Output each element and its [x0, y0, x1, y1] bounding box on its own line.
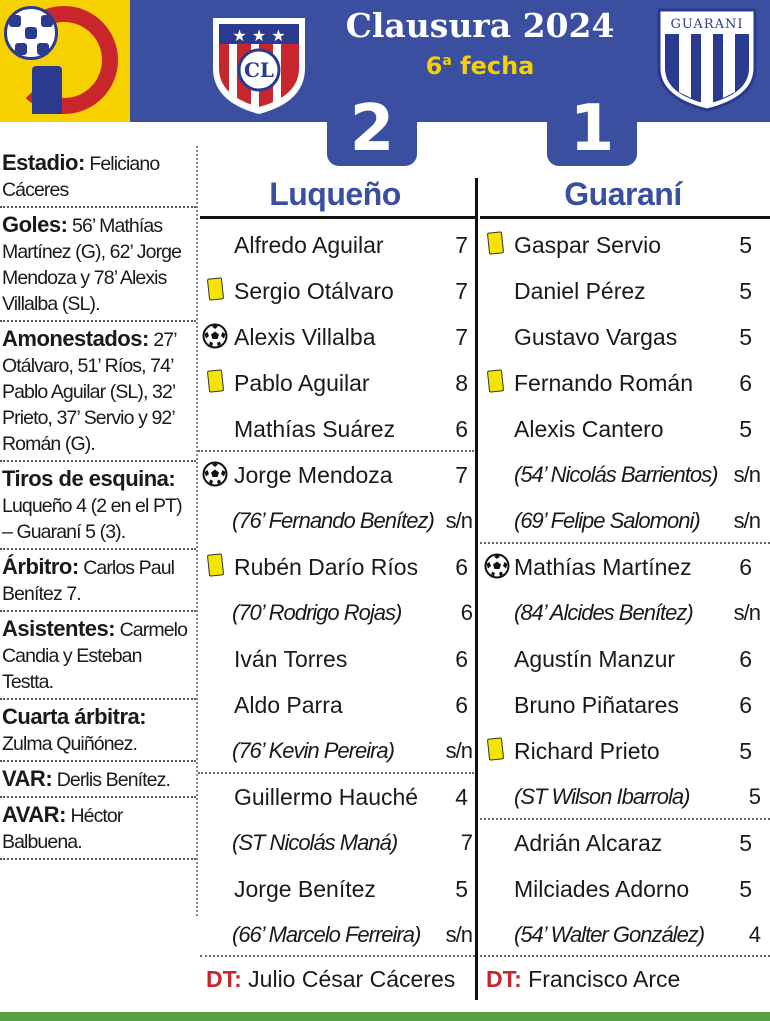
player-rating: 6: [460, 600, 472, 625]
player-row: [480, 866, 770, 912]
player-rating: s/n: [733, 508, 760, 533]
player-row: [480, 498, 770, 544]
player-row: [480, 360, 770, 406]
home-team-name: Luqueño: [269, 176, 401, 212]
player-rating: 4: [455, 784, 468, 810]
player-name: Mathías Martínez: [514, 554, 692, 580]
player-name: Gaspar Servio: [514, 232, 662, 258]
player-name: (70’ Rodrigo Rojas): [232, 600, 402, 625]
home-roster: [198, 222, 474, 958]
player-name: Iván Torres: [234, 646, 348, 672]
player-rating: 5: [739, 278, 752, 304]
player-row: [198, 544, 474, 590]
player-row: [480, 268, 770, 314]
yellow-card-icon: [487, 369, 504, 392]
player-name: (76’ Kevin Pereira): [232, 738, 394, 763]
player-rating: 7: [455, 462, 468, 488]
player-rating: 6: [455, 554, 468, 580]
player-row: [480, 222, 770, 268]
info-arbitro: Árbitro: Carlos Paul Benítez 7.: [0, 550, 196, 612]
away-score: 1: [547, 92, 637, 166]
home-score: 2: [327, 92, 417, 166]
player-name: Jorge Mendoza: [234, 462, 393, 488]
player-name: (84’ Alcides Benítez): [514, 600, 693, 625]
player-rating: 5: [739, 876, 752, 902]
info-goles: Goles: 56’ Mathías Martínez (G), 62’ Jorge Mendoza y 78’ Alexis Villalba (SL).: [0, 208, 196, 322]
player-name: Gustavo Vargas: [514, 324, 678, 350]
player-row: [198, 314, 474, 360]
player-row: [480, 682, 770, 728]
player-row: [198, 268, 474, 314]
player-rating: 5: [739, 324, 752, 350]
info-cuarta-arbitra: Cuarta árbitra: Zulma Quiñónez.: [0, 700, 196, 762]
round-label: 6$^a$ fecha: [425, 52, 535, 80]
player-name: Richard Prieto: [514, 738, 660, 764]
player-rating: 7: [455, 324, 468, 350]
player-name: (ST Nicolás Maná): [232, 830, 398, 855]
yellow-card-icon: [207, 553, 224, 576]
player-rating: s/n: [445, 508, 472, 533]
player-name: Pablo Aguilar: [234, 370, 370, 396]
player-name: Fernando Román: [514, 370, 693, 396]
player-rating: s/n: [733, 462, 760, 487]
footer-bar: [0, 1012, 770, 1021]
away-team-name: Guaraní: [564, 176, 682, 212]
logo-letter-shape: [32, 66, 62, 114]
player-row: [198, 636, 474, 682]
player-rating: 5: [748, 784, 760, 809]
player-rating: 8: [455, 370, 468, 396]
away-coach-separator: [480, 955, 770, 957]
home-coach-separator: [200, 955, 475, 957]
home-coach: DT: Julio César Cáceres: [206, 966, 456, 992]
goal-ball-icon: [484, 553, 510, 579]
info-estadio: Estadio: Feliciano Cáceres: [0, 146, 196, 208]
player-name: (69’ Felipe Salomoni): [514, 508, 700, 533]
player-row: [198, 590, 474, 636]
away-coach: DT: Francisco Arce: [486, 966, 681, 992]
player-row: [198, 682, 474, 728]
player-name: Sergio Otálvaro: [234, 278, 394, 304]
player-rating: 6: [739, 646, 752, 672]
guarani-crest-label: GUARANI: [670, 17, 744, 32]
away-roster: [480, 222, 770, 958]
column-divider: [475, 178, 478, 1000]
info-asistentes: Asistentes: Carmelo Candia y Esteban Testta.: [0, 612, 196, 700]
player-rating: s/n: [733, 600, 760, 625]
player-name: Alfredo Aguilar: [234, 232, 384, 258]
player-row: [480, 820, 770, 866]
player-name: (54’ Walter González): [514, 922, 705, 947]
player-name: Guillermo Hauché: [234, 784, 419, 810]
player-row: [198, 866, 474, 912]
player-rating: s/n: [445, 922, 472, 947]
player-row: [480, 452, 770, 498]
player-row: [198, 360, 474, 406]
player-name: Alexis Cantero: [514, 416, 664, 442]
player-row: [480, 544, 770, 590]
player-rating: 6: [455, 646, 468, 672]
player-row: [198, 452, 474, 498]
player-rating: 5: [739, 232, 752, 258]
home-team-underline: [200, 216, 475, 219]
player-rating: 6: [739, 554, 752, 580]
player-rating: 5: [739, 738, 752, 764]
player-row: [198, 774, 474, 820]
player-row: [480, 590, 770, 636]
player-row: [198, 912, 474, 958]
goal-ball-icon: [202, 323, 228, 349]
player-name: Daniel Pérez: [514, 278, 646, 304]
player-row: [480, 912, 770, 958]
player-row: [198, 222, 474, 268]
yellow-card-icon: [207, 277, 224, 300]
player-name: Aldo Parra: [234, 692, 343, 718]
svg-text:★ ★ ★: ★ ★ ★: [232, 26, 286, 45]
player-name: Adrián Alcaraz: [514, 830, 663, 856]
player-rating: 5: [739, 416, 752, 442]
player-row: [198, 406, 474, 452]
player-row: [480, 774, 770, 820]
player-rating: s/n: [445, 738, 472, 763]
player-name: Agustín Manzur: [514, 646, 676, 672]
player-name: Mathías Suárez: [234, 416, 396, 442]
player-row: [480, 728, 770, 774]
player-name: (54’ Nicolás Barrientos): [514, 462, 718, 487]
svg-text:CL: CL: [244, 58, 274, 82]
player-rating: 4: [748, 922, 760, 947]
player-rating: 5: [455, 876, 468, 902]
player-rating: 6: [739, 370, 752, 396]
player-row: [480, 314, 770, 360]
tournament-title: Clausura 2024: [345, 6, 615, 45]
goal-ball-icon: [202, 461, 228, 487]
soccer-ball-icon: [4, 6, 58, 60]
player-row: [480, 636, 770, 682]
yellow-card-icon: [487, 231, 504, 254]
info-avar: AVAR: Héctor Balbuena.: [0, 798, 196, 860]
info-var: VAR: Derlis Benítez.: [0, 762, 196, 798]
player-name: Alexis Villalba: [234, 324, 376, 350]
info-amonestados: Amonestados: 27’ Otálvaro, 51’ Ríos, 74’ Pablo Aguilar (SL), 32’ Prieto, 37’ Servio y 92’ Román (G).: [0, 322, 196, 462]
player-row: [198, 728, 474, 774]
player-name: (76’ Fernando Benítez): [232, 508, 434, 533]
luqueno-crest-icon: [207, 10, 311, 116]
yellow-card-icon: [487, 737, 504, 760]
player-rating: 6: [455, 692, 468, 718]
player-row: [198, 498, 474, 544]
player-name: Rubén Darío Ríos: [234, 554, 419, 580]
player-name: (66’ Marcelo Ferreira): [232, 922, 421, 947]
match-info-panel: [0, 146, 196, 860]
player-rating: 7: [460, 830, 472, 855]
player-rating: 7: [455, 232, 468, 258]
player-name: Bruno Piñatares: [514, 692, 679, 718]
player-row: [480, 406, 770, 452]
guarani-crest-icon: [655, 6, 759, 112]
info-tiros-esquina: Tiros de esquina: Luqueño 4 (2 en el PT) – Guaraní 5 (3).: [0, 462, 196, 550]
player-row: [198, 820, 474, 866]
league-logo: [0, 0, 130, 122]
player-name: (ST Wilson Ibarrola): [514, 784, 690, 809]
player-name: Jorge Benítez: [234, 876, 376, 902]
yellow-card-icon: [207, 369, 224, 392]
player-name: Milciades Adorno: [514, 876, 690, 902]
player-rating: 6: [739, 692, 752, 718]
away-team-underline: [480, 216, 770, 219]
player-rating: 5: [739, 830, 752, 856]
player-rating: 7: [455, 278, 468, 304]
player-rating: 6: [455, 416, 468, 442]
